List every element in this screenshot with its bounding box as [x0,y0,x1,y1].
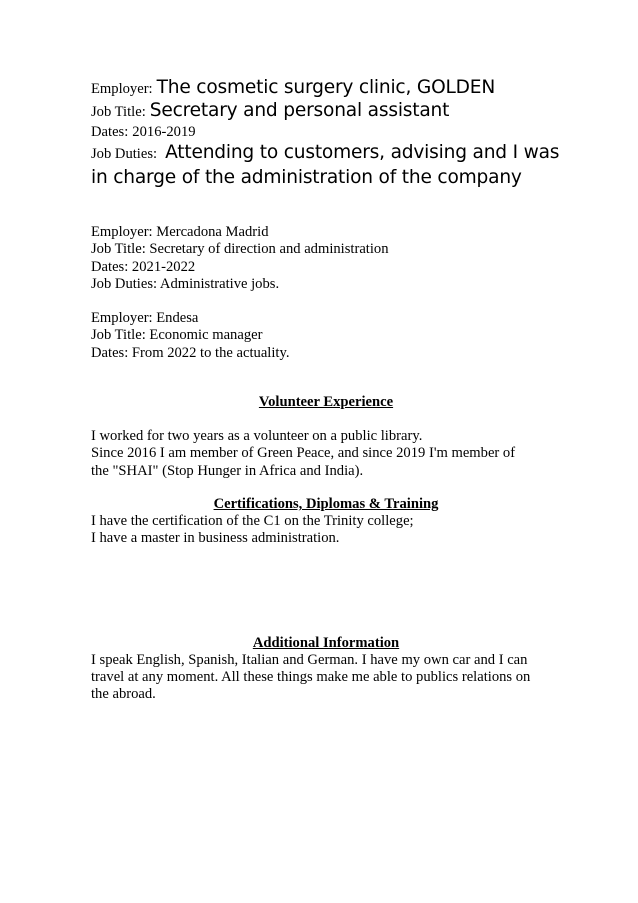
volunteer-section [91,394,561,480]
job2-duties: Job Duties: Administrative jobs. [91,275,280,292]
job3-dates: Dates: From 2022 to the actuality. [91,344,290,361]
job1-duties-value: Attending to customers, advising and I was in charge of the administration of the company [91,142,560,188]
additional-line-2: travel at any moment. All these things make me able to publics relations on [91,668,531,685]
volunteer-text [91,428,561,480]
additional-line-3: the abroad. [91,686,156,703]
volunteer-line-3: the "SHAI" (Stop Hunger in Africa and India). [91,462,364,479]
job1-duties-label: Job Duties: [91,146,158,162]
certifications-heading: Certifications, Diplomas & Training [213,495,439,512]
job1-employer-value: The cosmetic surgery clinic, GOLDEN [156,77,496,98]
job3-employer: Employer: Endesa [91,310,199,327]
resume-page [91,77,561,703]
job1-dates-label: Dates: [91,124,129,140]
volunteer-line-2: Since 2016 I am member of Green Peace, and since 2019 I'm member of [91,445,516,462]
job2-title: Job Title: Secretary of direction and administration [91,241,389,258]
volunteer-heading: Volunteer Experience [258,394,394,411]
certifications-line-1: I have the certification of the C1 on the Trinity college; [91,512,414,529]
additional-section [91,635,561,704]
job-entry-2 [91,224,561,293]
job1-dates-value: 2016-2019 [132,124,196,140]
job1-duties-row [91,141,561,191]
additional-line-1: I speak English, Spanish, Italian and German. I have my own car and I can [91,651,528,668]
additional-heading: Additional Information [252,634,400,651]
certifications-line-2: I have a master in business administration. [91,530,340,547]
job1-title-label: Job Title: [91,104,146,120]
certifications-section [91,496,561,548]
volunteer-line-1: I worked for two years as a volunteer on a public library. [91,428,423,445]
job2-dates: Dates: 2021-2022 [91,258,196,275]
job3-title: Job Title: Economic manager [91,327,263,344]
job-entry-3 [91,310,561,362]
job1-employer-row [91,77,561,100]
job1-title-value: Secretary and personal assistant [149,100,450,121]
job1-dates-row [91,123,561,141]
job-entry-1 [91,77,561,191]
job2-employer: Employer: Mercadona Madrid [91,224,269,240]
job1-employer-label: Employer: [91,81,153,97]
job1-title-row [91,100,561,123]
